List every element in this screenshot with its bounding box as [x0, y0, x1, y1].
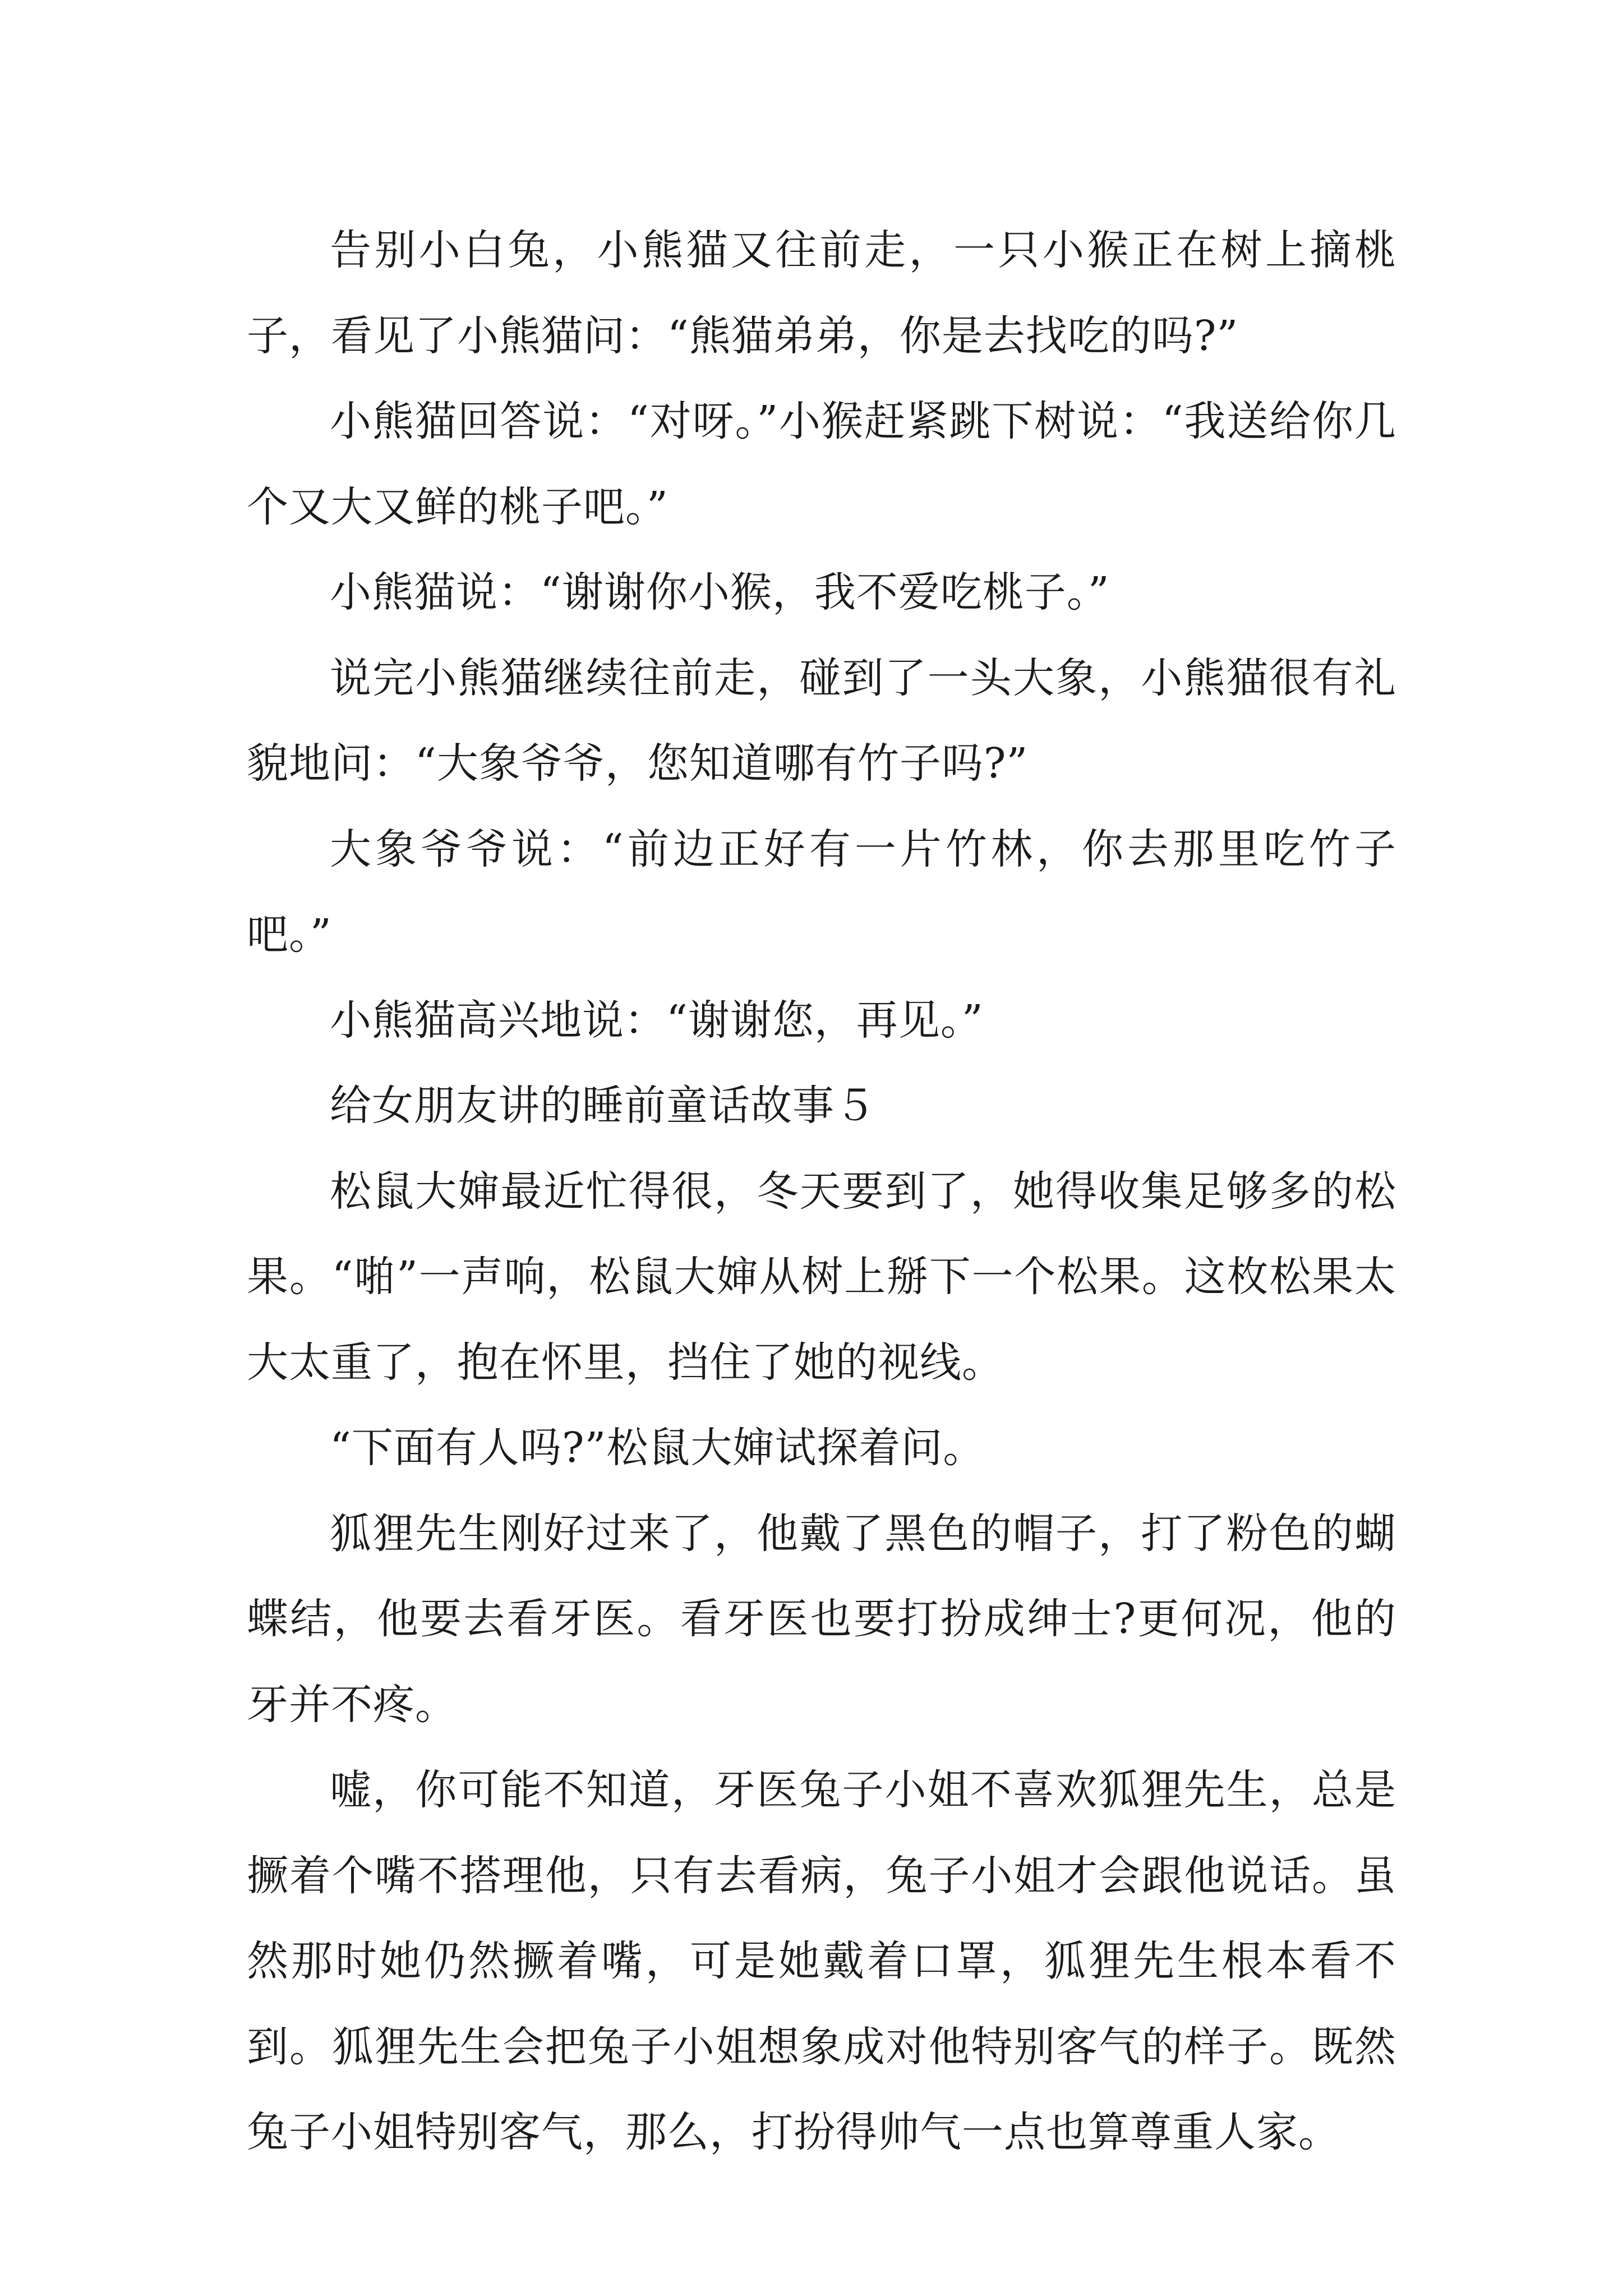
document-body — [247, 208, 1396, 2175]
paragraph: 狐狸先生刚好过来了，他戴了黑色的帽子，打了粉色的蝴蝶结，他要去看牙医。看牙医也要打扮成绅士?更何况，他的牙并不疼。 — [247, 1509, 1396, 1729]
paragraph: 小熊猫说：“谢谢你小猴，我不爱吃桃子。” — [330, 568, 1110, 616]
paragraph: “下面有人吗?”松鼠大婶试探着问。 — [330, 1424, 985, 1472]
paragraph: 大象爷爷说：“前边正好有一片竹林，你去那里吃竹子吧。” — [247, 825, 1396, 959]
paragraph: 松鼠大婶最近忙得很，冬天要到了，她得收集足够多的松果。“啪”一声响，松鼠大婶从树上掰下一个松果。这枚松果太大太重了，抱在怀里，挡住了她的视线。 — [247, 1167, 1396, 1387]
paragraph: 说完小熊猫继续往前走，碰到了一头大象，小熊猫很有礼貌地问：“大象爷爷，您知道哪有竹子吗?” — [247, 654, 1396, 788]
paragraph: 嘘，你可能不知道，牙医兔子小姐不喜欢狐狸先生，总是撅着个嘴不搭理他，只有去看病，兔子小姐才会跟他说话。虽然那时她仍然撅着嘴，可是她戴着口罩，狐狸先生根本看不到。狐狸先生会把兔子小姐想象成对他特别客气的样子。既然兔子小姐特别客气，那么，打扮得帅气一点也算尊重人家。 — [247, 1766, 1396, 2156]
paragraph: 小熊猫回答说：“对呀。”小猴赶紧跳下树说：“我送给你几个又大又鲜的桃子吧。” — [247, 397, 1396, 531]
paragraph: 告别小白兔，小熊猫又往前走，一只小猴正在树上摘桃子，看见了小熊猫问：“熊猫弟弟，你是去找吃的吗?” — [247, 226, 1396, 360]
paragraph: 小熊猫高兴地说：“谢谢您，再见。” — [330, 996, 984, 1045]
section-heading: 给女朋友讲的睡前童话故事５ — [330, 1082, 877, 1130]
